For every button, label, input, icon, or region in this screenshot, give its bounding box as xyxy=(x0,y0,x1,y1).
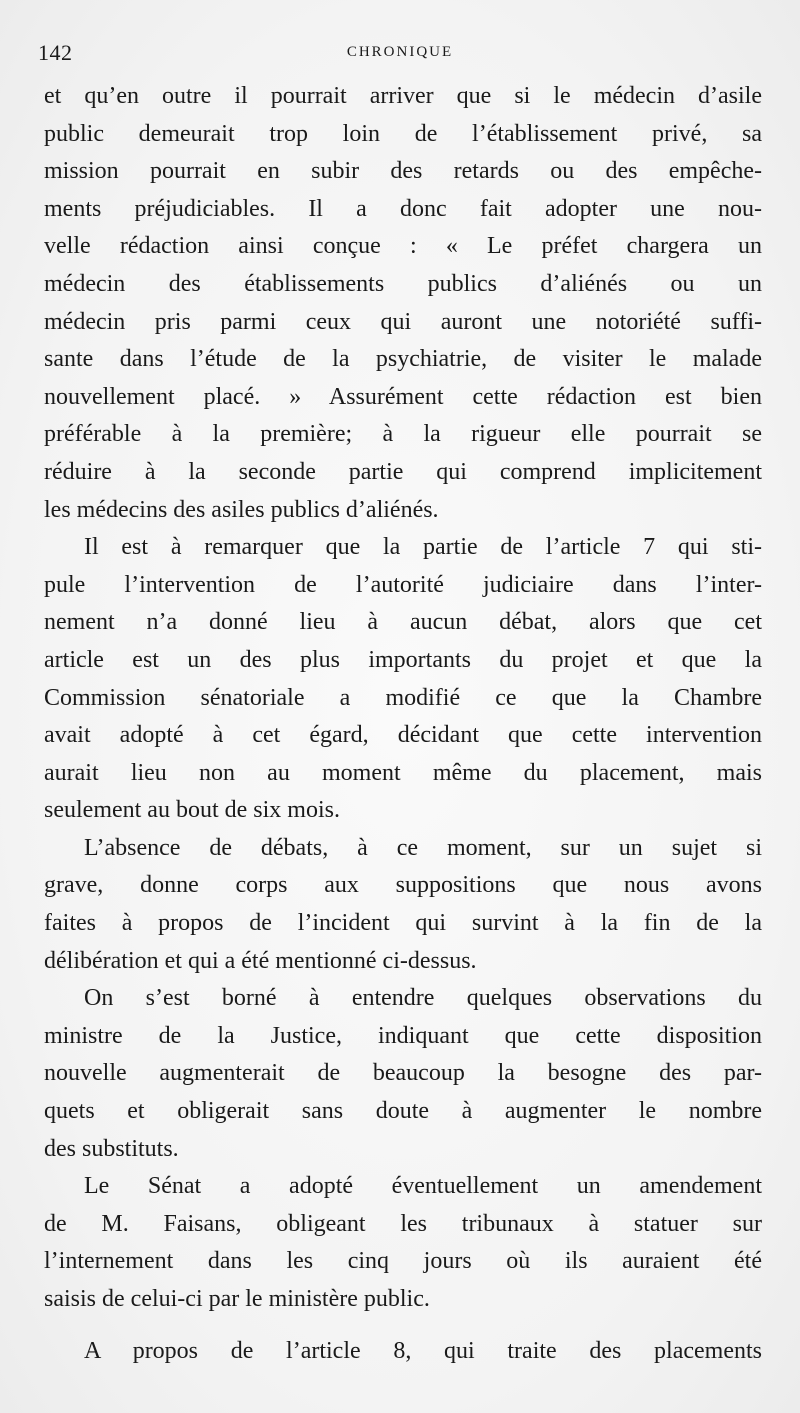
text-line: préférable à la première; à la rigueur elle pourrait se xyxy=(44,421,762,448)
text-line: des substituts. xyxy=(44,1135,179,1162)
text-line: délibération et qui a été mentionné ci-dessus. xyxy=(44,947,477,974)
text-line: et qu’en outre il pourrait arriver que si le médecin d’asile xyxy=(44,83,762,109)
text-line: grave, donne corps aux suppositions que nous avons xyxy=(44,872,762,899)
text-line: pule l’intervention de l’autorité judiciaire dans l’inter- xyxy=(44,571,762,598)
text-line: On s’est borné à entendre quelques observations du xyxy=(84,985,762,1012)
text-line: l’internement dans les cinq jours où ils auraient été xyxy=(44,1248,762,1275)
text-line: public demeurait trop loin de l’établissement privé, sa xyxy=(44,120,762,147)
text-line: ments préjudiciables. Il a donc fait adopter une nou- xyxy=(44,195,762,222)
text-line: nement n’a donné lieu à aucun débat, alors que cet xyxy=(44,609,762,636)
text-line: A propos de l’article 8, qui traite des placements xyxy=(84,1337,762,1364)
text-line: mission pourrait en subir des retards ou des empêche- xyxy=(44,158,762,185)
text-line: seulement au bout de six mois. xyxy=(44,797,340,824)
text-line: quets et obligerait sans doute à augmenter le nombre xyxy=(44,1098,762,1125)
text-line: médecin pris parmi ceux qui auront une notoriété suffi- xyxy=(44,308,762,335)
paragraph-gap xyxy=(44,1319,762,1333)
text-line: médecin des établissements publics d’aliénés ou un xyxy=(44,270,762,297)
running-title: CHRONIQUE xyxy=(346,44,454,60)
text-line: de M. Faisans, obligeant les tribunaux à statuer sur xyxy=(44,1210,762,1237)
text-line: article est un des plus importants du projet et que la xyxy=(44,646,762,673)
text-line: L’absence de débats, à ce moment, sur un sujet si xyxy=(84,834,762,861)
text-line: ministre de la Justice, indiquant que cette disposition xyxy=(44,1022,762,1049)
body-text xyxy=(44,78,762,1370)
text-line: réduire à la seconde partie qui comprend implicitement xyxy=(44,458,762,485)
text-line: aurait lieu non au moment même du placement, mais xyxy=(44,759,762,786)
text-line: Commission sénatoriale a modifié ce que la Chambre xyxy=(44,684,762,711)
text-line: avait adopté à cet égard, décidant que cette intervention xyxy=(44,722,762,749)
text-line: Le Sénat a adopté éventuellement un amendement xyxy=(84,1173,762,1200)
text-line: Il est à remarquer que la partie de l’article 7 qui sti- xyxy=(84,534,762,561)
text-line: nouvellement placé. » Assurément cette rédaction est bien xyxy=(44,383,762,410)
text-line: faites à propos de l’incident qui survint à la fin de la xyxy=(44,910,762,937)
text-line: velle rédaction ainsi conçue : « Le préfet chargera un xyxy=(44,233,762,260)
text-line: nouvelle augmenterait de beaucoup la besogne des par- xyxy=(44,1060,762,1087)
text-line: saisis de celui-ci par le ministère public. xyxy=(44,1286,430,1312)
text-line: sante dans l’étude de la psychiatrie, de visiter le malade xyxy=(44,346,762,373)
text-line: les médecins des asiles publics d’aliénés. xyxy=(44,496,439,523)
page-number: 142 xyxy=(38,40,73,65)
